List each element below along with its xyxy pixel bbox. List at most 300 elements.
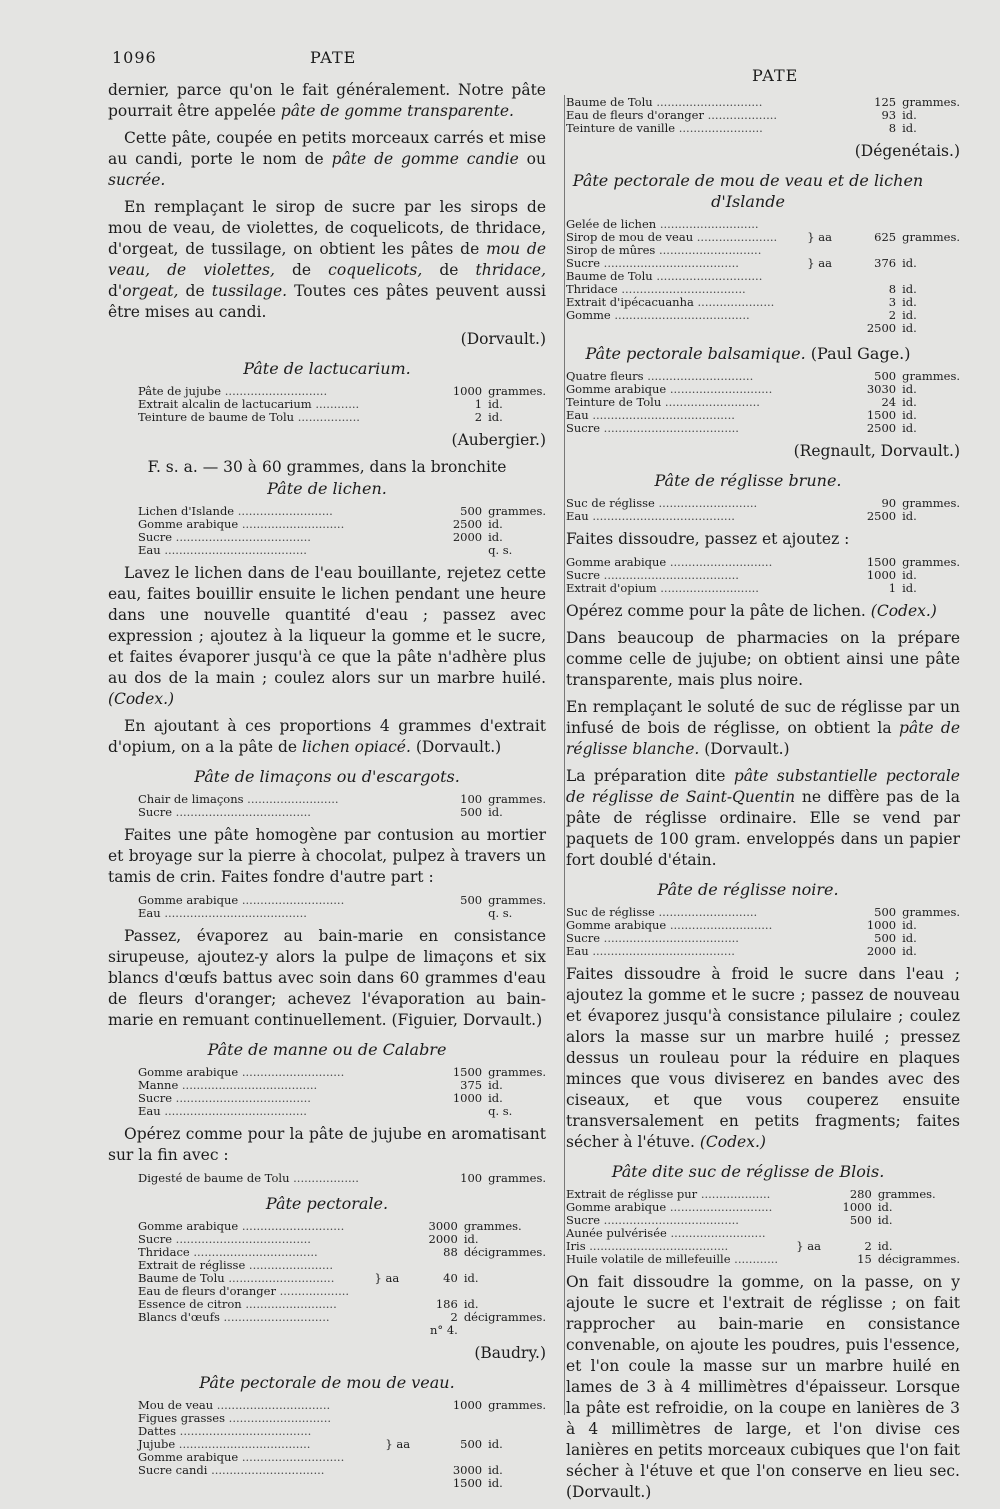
ingredient-unit: grammes. <box>902 905 960 919</box>
recipe-table <box>108 1172 546 1185</box>
recipe-title: Pâte pectorale de mou de veau et de lichen d'Islande <box>572 171 924 211</box>
source-citation: (Baudry.) <box>474 1344 546 1362</box>
recipe-row <box>536 322 960 335</box>
bracket-mark <box>796 1214 821 1227</box>
bracket-mark <box>374 1285 399 1298</box>
bracket-mark <box>391 518 404 531</box>
bracket-mark <box>813 569 825 582</box>
recipe-row <box>108 1092 546 1105</box>
leader-dots: .................................. <box>189 1246 318 1259</box>
ingredient-quantity: 2 <box>888 308 897 322</box>
ingredient-name: Gomme arabique ............................ <box>566 556 773 569</box>
bracket-mark: } aa <box>807 230 832 244</box>
leader-dots: ............................. <box>652 96 763 109</box>
bracket-mark <box>812 497 824 510</box>
leader-dots: ................... <box>703 109 778 122</box>
recipe-title: Pâte pectorale. <box>265 1194 389 1213</box>
ingredient-unit: id. <box>902 382 917 396</box>
recipe-table <box>536 370 960 435</box>
ingredient-quantity: 2500 <box>866 421 897 435</box>
ingredient-name: Sucre ..................................... <box>138 1092 311 1105</box>
bracket-mark <box>391 1092 404 1105</box>
bracket-mark <box>807 270 832 283</box>
recipe-row <box>536 582 960 595</box>
ingredient-name: Extrait alcalin de lactucarium ............ <box>138 398 360 411</box>
ingredient-name: Figues grasses ............................ <box>138 1412 332 1425</box>
leader-dots: ............................ <box>238 894 345 907</box>
leader-dots: .................................... <box>175 1438 311 1451</box>
paragraph: Faites dissoudre, passez et ajoutez : <box>566 530 850 548</box>
recipe-row <box>536 1201 960 1214</box>
recipe-table <box>536 218 960 335</box>
ingredient-name <box>108 1477 385 1490</box>
ingredient-unit: id. <box>488 1463 503 1477</box>
paragraph: Faites une pâte homogène par contusion au mortier et broyage sur la pierre à chocolat, pulpez à travers un tamis de crin. Faites fondre d'autre part : <box>108 826 546 886</box>
ingredient-unit: id. <box>488 517 503 531</box>
paragraph: En remplaçant le sirop de sucre par les sirops de mou de veau, de violettes, de coquelicots, de thridace, d'orgeat, de tussilage, on obtient les pâtes de mou de veau, de violettes, de coquelicots, de thridace, d'orgeat, de tussilage. Toutes ces pâtes peuvent aussi être mises au candi. <box>108 198 547 321</box>
left-column <box>108 80 546 1496</box>
bracket-mark <box>796 1188 821 1201</box>
ingredient-quantity <box>404 544 488 557</box>
leader-dots: .................. <box>289 1172 359 1185</box>
ingredient-name: Essence de citron ......................... <box>138 1298 337 1311</box>
recipe-table <box>536 906 960 958</box>
bracket-mark <box>813 906 825 919</box>
bracket-mark <box>391 1172 404 1185</box>
ingredient-name: Huile volatile de millefeuille ............ <box>566 1253 779 1266</box>
leader-dots: ................. <box>294 411 360 424</box>
recipe-row <box>536 296 960 309</box>
bracket-mark <box>391 544 404 557</box>
bracket-mark <box>391 907 404 920</box>
leader-dots: ........................... <box>656 218 759 231</box>
bracket-mark <box>385 1464 410 1477</box>
ingredient-unit: id. <box>902 395 917 409</box>
recipe-title: Pâte de limaçons ou d'escargots. <box>194 767 460 786</box>
ingredient-quantity: 280 <box>849 1187 872 1201</box>
ingredient-name: Eau de fleurs d'oranger ................... <box>138 1285 350 1298</box>
recipe-row <box>536 270 960 283</box>
bracket-mark <box>374 1233 399 1246</box>
leader-dots: ....................................... <box>160 544 307 557</box>
ingredient-unit: grammes. <box>902 95 960 109</box>
paragraph: Opérez comme pour la pâte de jujube en aromatisant sur la fin avec : <box>108 1125 546 1164</box>
ingredient-quantity <box>404 1105 488 1118</box>
leader-dots: ............................ <box>666 1201 773 1214</box>
ingredient-quantity: 500 <box>460 1437 483 1451</box>
ingredient-quantity: 88 <box>443 1245 458 1259</box>
recipe-row <box>536 497 960 510</box>
ingredient-name: Sirop de mûres ............................ <box>566 244 762 257</box>
bracket-mark <box>374 1246 399 1259</box>
ingredient-name: Sucre ..................................... <box>138 1233 311 1246</box>
ingredient-quantity: 3000 <box>428 1219 458 1233</box>
paragraph: Lavez le lichen dans de l'eau bouillante, rejetez cette eau, faites bouillir ensuite le lichen pendant une heure dans une nouvelle quantité d'eau ; passez avec expression ; ajoutez à la liqueur la gomme et le sucre, et faites évaporer jusqu'à ce que la pâte n'adhère plus au dos de la main ; coulez alors sur un marbre huilé. (Codex.) <box>108 564 546 708</box>
leader-dots: ........................... <box>656 582 759 595</box>
ingredient-unit: id. <box>902 121 917 135</box>
recipe-title: Pâte de lichen. <box>267 479 387 498</box>
bracket-mark <box>807 283 832 296</box>
bracket-mark <box>385 1412 410 1425</box>
bracket-mark: } aa <box>374 1271 400 1285</box>
ingredient-unit: décigrammes. <box>463 1310 546 1324</box>
recipe-row <box>108 894 546 907</box>
ingredient-name: Eau ....................................... <box>566 945 735 958</box>
leader-dots: ........................... <box>654 497 758 510</box>
recipe-row <box>536 218 960 231</box>
recipe-row <box>108 544 546 557</box>
recipe-row <box>536 409 960 422</box>
recipe-row <box>108 1259 546 1272</box>
ingredient-quantity: 1000 <box>866 918 897 932</box>
ingredient-unit: grammes. <box>902 230 960 244</box>
recipe-row <box>536 396 960 409</box>
bracket-mark <box>813 919 825 932</box>
recipe-row <box>108 1399 546 1412</box>
leader-dots: ....................................... <box>588 409 735 422</box>
bracket-mark <box>813 422 825 435</box>
ingredient-name: Thridace .................................. <box>566 283 746 296</box>
bracket-mark <box>374 1324 399 1337</box>
ingredient-name: Sucre ..................................... <box>566 1214 739 1227</box>
ingredient-unit: décigrammes. <box>463 1245 546 1259</box>
recipe-row <box>108 1105 546 1118</box>
recipe-row <box>536 556 960 569</box>
leader-dots: ....................................... <box>588 510 735 523</box>
recipe-row <box>536 1214 960 1227</box>
leader-dots: ............................ <box>655 244 762 257</box>
bracket-mark <box>814 96 826 109</box>
recipe-row <box>536 1227 960 1240</box>
recipe-row <box>536 370 960 383</box>
leader-dots: ......................... <box>241 1298 337 1311</box>
leader-dots: ..................................... <box>600 422 739 435</box>
ingredient-quantity: 500 <box>460 805 483 819</box>
ingredient-unit: id. <box>488 410 503 424</box>
bracket-mark <box>814 109 826 122</box>
ingredient-quantity: 3030 <box>866 382 897 396</box>
ingredient-name: Suc de réglisse ........................... <box>566 497 758 510</box>
bracket-mark <box>391 1079 404 1092</box>
recipe-row <box>536 122 960 135</box>
ingredient-quantity: 625 <box>874 230 897 244</box>
leader-dots: ................... <box>697 1188 771 1201</box>
ingredient-quantity: 1000 <box>842 1200 872 1214</box>
ingredient-name: Sucre ..................................... <box>566 932 739 945</box>
ingredient-name: Gomme arabique ............................ <box>566 919 773 932</box>
source-citation: (Regnault, Dorvault.) <box>793 442 960 460</box>
ingredient-quantity: 2500 <box>866 321 897 335</box>
ingredient-quantity: 2500 <box>866 509 897 523</box>
ingredient-name: Thridace .................................. <box>138 1246 318 1259</box>
ingredient-quantity: 2 <box>864 1239 872 1253</box>
leader-dots: ....................................... <box>160 1105 307 1118</box>
recipe-row <box>536 919 960 932</box>
leader-dots: ....................... <box>675 122 763 135</box>
ingredient-quantity: 376 <box>874 256 897 270</box>
leader-dots: ............................. <box>652 270 763 283</box>
ingredient-unit: id. <box>902 421 917 435</box>
bracket-mark <box>807 296 832 309</box>
ingredient-name: Extrait d'ipécacuanha ..................... <box>566 296 775 309</box>
ingredient-name <box>108 1324 374 1337</box>
ingredient-quantity <box>404 907 488 920</box>
ingredient-name: Aunée pulvérisée .......................... <box>566 1227 766 1240</box>
ingredient-name: Sucre ..................................... <box>566 422 739 435</box>
recipe-row <box>536 244 960 257</box>
bracket-mark <box>813 582 825 595</box>
ingredient-quantity: 500 <box>874 369 897 383</box>
bracket-mark <box>391 385 404 398</box>
recipe-row <box>536 309 960 322</box>
ingredient-unit: id. <box>902 308 917 322</box>
ingredient-unit: grammes. <box>488 792 546 806</box>
ingredient-quantity <box>410 1412 488 1425</box>
ingredient-unit: id. <box>488 1437 503 1451</box>
leader-dots: ............................. <box>219 1311 330 1324</box>
leader-dots: .......................... <box>661 396 760 409</box>
recipe-row <box>536 945 960 958</box>
ingredient-unit: id. <box>902 295 917 309</box>
leader-dots: ...................................... <box>585 1240 729 1253</box>
bracket-mark <box>391 806 404 819</box>
leader-dots: .......................... <box>234 505 333 518</box>
ingredient-quantity: 93 <box>881 108 897 122</box>
ingredient-name: Extrait de réglisse ....................... <box>138 1259 333 1272</box>
ingredient-quantity: 500 <box>460 504 483 518</box>
ingredient-unit: grammes. <box>488 1065 546 1079</box>
ingredient-quantity: 1500 <box>866 408 897 422</box>
recipe-row <box>108 531 546 544</box>
leader-dots: ..................................... <box>172 531 311 544</box>
ingredient-unit: id. <box>902 108 917 122</box>
recipe-row <box>536 422 960 435</box>
recipe-title: Pâte de manne ou de Calabre <box>207 1040 447 1059</box>
ingredient-quantity: 1500 <box>452 1065 483 1079</box>
recipe-row <box>108 1438 546 1451</box>
ingredient-quantity: 1500 <box>866 555 897 569</box>
recipe-row <box>108 411 546 424</box>
bracket-mark <box>374 1311 399 1324</box>
leader-dots: ............................. <box>224 1272 335 1285</box>
recipe-table <box>536 556 960 595</box>
bracket-mark <box>391 1066 404 1079</box>
leader-dots: ........................... <box>654 906 758 919</box>
leader-dots: ............................ <box>666 919 773 932</box>
ingredient-unit: grammes. <box>902 496 960 510</box>
leader-dots: ................... <box>275 1285 350 1298</box>
ingredient-unit: décigrammes. <box>877 1252 960 1266</box>
recipe-title: Pâte dite suc de réglisse de Blois. <box>611 1162 885 1181</box>
bracket-mark <box>807 322 832 335</box>
ingredient-name: Eau ....................................... <box>138 1105 307 1118</box>
ingredient-quantity: 90 <box>881 496 897 510</box>
ingredient-name: Dattes .................................... <box>138 1425 312 1438</box>
ingredient-unit: id. <box>488 1476 503 1490</box>
recipe-row <box>108 806 546 819</box>
leader-dots: ............ <box>730 1253 779 1266</box>
ingredient-unit: q. s. <box>488 1104 513 1118</box>
bracket-mark: } aa <box>385 1437 411 1451</box>
leader-dots: ..................................... <box>178 1079 318 1092</box>
ingredient-name: Extrait de réglisse pur ................... <box>566 1188 771 1201</box>
ingredient-name: Gomme arabique ............................ <box>138 894 345 907</box>
ingredient-unit: id. <box>902 321 917 335</box>
bracket-mark <box>813 383 825 396</box>
source-citation: (Dorvault.) <box>460 330 546 348</box>
recipe-title: Pâte pectorale de mou de veau. <box>199 1373 455 1392</box>
recipe-row <box>108 1246 546 1259</box>
ingredient-quantity: 500 <box>874 905 897 919</box>
leader-dots: ....................... <box>245 1259 333 1272</box>
bracket-mark <box>391 531 404 544</box>
paragraph: Opérez comme pour la pâte de lichen. (Codex.) <box>566 602 937 620</box>
ingredient-quantity: 15 <box>857 1252 872 1266</box>
ingredient-quantity: 100 <box>460 792 483 806</box>
leader-dots: .......................... <box>666 1227 766 1240</box>
leader-dots: ............................... <box>213 1399 331 1412</box>
ingredient-quantity: 100 <box>460 1171 483 1185</box>
source-citation: (Dégenétais.) <box>854 142 960 160</box>
ingredient-unit: id. <box>902 282 917 296</box>
bracket-mark <box>796 1201 821 1214</box>
ingredient-quantity: 1500 <box>452 1476 483 1490</box>
ingredient-name: Jujube .................................... <box>138 1438 311 1451</box>
recipe-table <box>536 497 960 523</box>
leader-dots: ............................ <box>221 385 328 398</box>
bracket-mark <box>813 945 825 958</box>
ingredient-name: Gomme arabique ............................ <box>138 1220 345 1233</box>
recipe-row <box>108 1324 546 1337</box>
ingredient-unit: id. <box>463 1297 479 1311</box>
ingredient-unit: grammes. <box>488 504 546 518</box>
running-head-left: PATE <box>310 48 357 67</box>
ingredient-name: Gomme arabique ............................ <box>566 1201 773 1214</box>
leader-dots: ..................................... <box>610 309 750 322</box>
ingredient-unit: id. <box>488 1078 503 1092</box>
ingredient-quantity: 1000 <box>452 1398 483 1412</box>
recipe-table <box>108 1399 546 1490</box>
ingredient-unit: id. <box>902 568 917 582</box>
bracket-mark <box>391 505 404 518</box>
bracket-mark: } aa <box>807 256 832 270</box>
recipe-row <box>108 907 546 920</box>
ingredient-name: Teinture de Tolu .......................... <box>566 396 760 409</box>
leader-dots: ..................................... <box>172 806 311 819</box>
leader-dots: ............................ <box>238 1066 345 1079</box>
bracket-mark <box>812 510 824 523</box>
recipe-row <box>536 383 960 396</box>
ingredient-quantity: 2500 <box>452 517 483 531</box>
bracket-mark <box>391 793 404 806</box>
leader-dots: ..................................... <box>600 1214 739 1227</box>
ingredient-unit: id. <box>902 581 917 595</box>
leader-dots: ..................................... <box>600 932 739 945</box>
dosage-note: F. s. a. — 30 à 60 grammes, dans la bronchite <box>147 458 507 476</box>
ingredient-unit <box>464 1324 546 1337</box>
recipe-row <box>536 932 960 945</box>
bracket-mark <box>391 894 404 907</box>
recipe-row <box>108 1272 546 1285</box>
ingredient-name: Baume de Tolu ............................. <box>566 96 763 109</box>
leader-dots: ..................... <box>693 296 775 309</box>
bracket-mark <box>813 370 825 383</box>
ingredient-name: Sucre ..................................... <box>138 806 311 819</box>
recipe-row <box>536 569 960 582</box>
recipe-row <box>536 257 960 270</box>
bracket-mark <box>391 411 404 424</box>
leader-dots: ....................................... <box>160 907 307 920</box>
leader-dots: ............................. <box>643 370 754 383</box>
ingredient-unit: grammes. <box>488 384 546 398</box>
ingredient-unit: grammes. <box>488 1171 546 1185</box>
ingredient-name: Teinture de baume de Tolu ................. <box>138 411 360 424</box>
recipe-row <box>108 1477 546 1490</box>
ingredient-name: Extrait d'opium ........................... <box>566 582 759 595</box>
ingredient-quantity: 2000 <box>452 530 483 544</box>
ingredient-unit: grammes. <box>463 1219 522 1233</box>
leader-dots: ............................ <box>238 1220 345 1233</box>
recipe-row <box>108 1220 546 1233</box>
bracket-mark <box>385 1451 410 1464</box>
ingredient-unit: id. <box>877 1213 893 1227</box>
ingredient-name: Eau ....................................... <box>566 409 735 422</box>
leader-dots: ............ <box>311 398 360 411</box>
recipe-row <box>536 510 960 523</box>
ingredient-quantity: n° 4. <box>430 1323 458 1337</box>
bracket-mark <box>385 1399 410 1412</box>
leader-dots: ..................................... <box>600 569 739 582</box>
ingredient-name: Manne ..................................... <box>138 1079 318 1092</box>
leader-dots: ..................................... <box>600 257 739 270</box>
ingredient-unit: id. <box>902 408 917 422</box>
bracket-mark <box>391 1105 404 1118</box>
bracket-mark <box>385 1477 410 1490</box>
ingredient-quantity: 8 <box>888 121 897 135</box>
ingredient-unit: id. <box>463 1271 479 1285</box>
ingredient-unit: id. <box>877 1239 893 1253</box>
recipe-row <box>536 109 960 122</box>
ingredient-quantity: 40 <box>443 1271 458 1285</box>
leader-dots: ....................................... <box>588 945 735 958</box>
recipe-row <box>536 96 960 109</box>
ingredient-name: Gelée de lichen ........................... <box>566 218 759 231</box>
bracket-mark <box>813 409 825 422</box>
recipe-table <box>108 793 546 819</box>
bracket-mark <box>796 1253 821 1266</box>
ingredient-name: Eau ....................................... <box>138 544 307 557</box>
ingredient-unit: id. <box>488 805 503 819</box>
ingredient-quantity: 500 <box>460 893 483 907</box>
leader-dots: ............................ <box>238 518 345 531</box>
ingredient-name <box>536 322 807 335</box>
leader-dots: ..................................... <box>172 1233 311 1246</box>
ingredient-name: Eau de fleurs d'oranger ................... <box>566 109 778 122</box>
ingredient-unit: grammes. <box>488 893 546 907</box>
leader-dots: ......................... <box>243 793 339 806</box>
ingredient-name: Eau ....................................... <box>566 510 735 523</box>
recipe-row <box>536 231 960 244</box>
paragraph: Passez, évaporez au bain-marie en consistance sirupeuse, ajoutez-y alors la pulpe de limaçons et six blancs d'œufs battus avec soin dans 60 grammes d'eau de fleurs d'oranger; achevez l'évaporation au bain-marie en remuant continuellement. (Figuier, Dorvault.) <box>108 927 546 1029</box>
ingredient-unit: grammes. <box>488 1398 546 1412</box>
ingredient-quantity: 375 <box>460 1078 483 1092</box>
recipe-row <box>536 1188 960 1201</box>
recipe-table <box>536 1188 960 1266</box>
paragraph: Faites dissoudre à froid le sucre dans l'eau ; ajoutez la gomme et le sucre ; passez de nouveau et évaporez jusqu'à consistance pilulaire ; coulez alors la masse sur un marbre huilé ; pressez dessus un rouleau pour la réduire en plaques minces que vous diviserez en bandes avec des ciseaux, et que vous couperez ensuite transversalement en petits fragments; faites sécher à l'étuve. (Codex.) <box>566 965 960 1151</box>
ingredient-name: Gomme ..................................... <box>566 309 750 322</box>
leader-dots: ..................................... <box>172 1092 311 1105</box>
ingredient-unit: q. s. <box>488 906 513 920</box>
